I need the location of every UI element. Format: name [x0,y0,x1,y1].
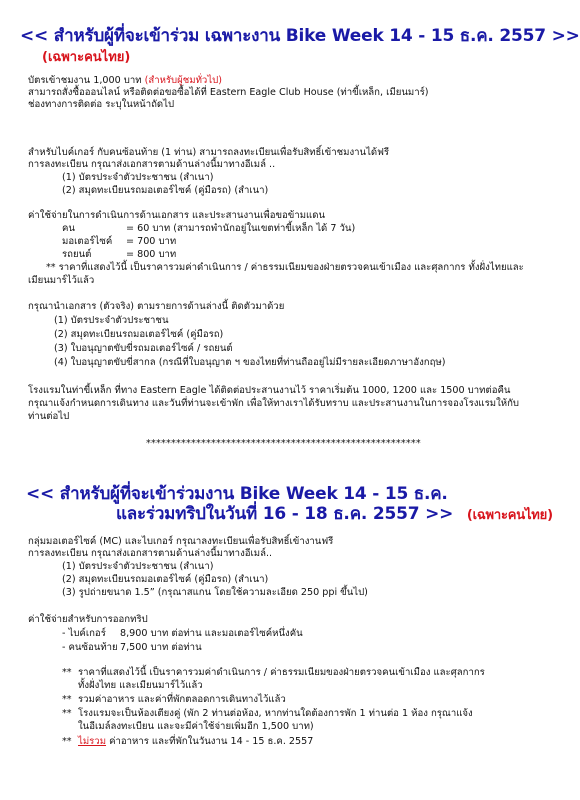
fee-row [62,236,176,248]
doc-item: (2) สมุดทะเบียนรถมอเตอร์ไซค์ (คู่มือรถ) (สำเนา) [62,574,269,585]
doc-item: (1) บัตรประจำตัวประชาชน (สำเนา) [62,561,214,572]
doc-item: (3) รูปถ่ายขนาด 1.5” (กรุณาสแกน โดยใช้ความละเอียด 250 ppi ขึ้นไป) [62,587,368,598]
hotel-line-2: กรุณาแจ้งกำหนดการเดินทาง และวันที่ท่านจะเข้าพัก เพื่อให้ทางเราได้รับทราบ และประสานงานในการจองโรงแรมให้กับ [28,398,519,409]
note-item [62,736,313,748]
note-text: รวมค่าอาหาร และค่าที่พักตลอดการเดินทางไว้แล้ว [78,694,286,705]
bring-title: กรุณานำเอกสาร (ตัวจริง) ตามรายการด้านล่างนี้ ติดตัวมาด้วย [28,301,285,312]
trip-fee-value: 7,500 บาท ต่อท่าน [120,642,202,653]
ticket-line-3: ช่องทางการติดต่อ ระบุในหน้าถัดไป [28,99,175,110]
note-mark: ** [62,667,72,678]
fee-note-2: เมียนมาร์ไว้แล้ว [28,275,95,286]
note-mark: ** [62,736,72,747]
doc-item: (1) บัตรประจำตัวประชาชน (สำเนา) [62,172,214,183]
note-text-cont: ในอีเมล์ลงทะเบียน และจะมีค่าใช้จ่ายเพิ่มอีก 1,500 บาท) [78,721,314,732]
bring-item: (1) บัตรประจำตัวประชาชน [54,315,169,326]
note-underlined: ไม่รวม [78,736,107,747]
biker-line-2: การลงทะเบียน กรุณาส่งเอกสารตามด้านล่างนี้มาทางอีเมล์ .. [28,159,276,170]
trip-fee-label: - คนซ้อนท้าย [62,642,118,653]
trip-fee-row [62,628,303,640]
note-item [62,708,473,720]
note-text: ค่าอาหาร และที่พักในวันงาน 14 - 15 ธ.ค. 2557 [106,736,314,747]
fee-row [62,223,355,235]
note-text-cont: ทั้งฝั่งไทย และเมียนมาร์ไว้แล้ว [78,680,203,691]
note-text: ราคาที่แสดงไว้นี้ เป็นราคารวมค่าดำเนินการ / ค่าธรรมเนียมของฝ่ายตรวจคนเข้าเมือง และศุลกากร [78,667,485,678]
ticket-price: บัตรเข้าชมงาน 1,000 บาท [28,75,142,86]
section2-heading-note: (เฉพาะคนไทย) [466,508,553,523]
section1-heading [20,22,580,49]
fee-row [62,249,176,261]
ticket-line-2: สามารถสั่งซื้อออนไลน์ หรือติดต่อขอซื้อได้ที่ Eastern Eagle Club House (ท่าขี้เหล็ก, เมียนมาร์) [28,87,429,98]
ticket-line [28,75,222,87]
hotel-line-3: ท่านต่อไป [28,411,70,422]
note-text: โรงแรมจะเป็นห้องเตียงคู่ (พัก 2 ท่านต่อห้อง, หากท่านใดต้องการพัก 1 ท่านต่อ 1 ห้อง กรุณาแจ้ง [78,708,473,719]
biker-line-1: สำหรับไบค์เกอร์ กับคนซ้อนท้าย (1 ท่าน) สามารถลงทะเบียนเพื่อรับสิทธิ์เข้าชมงานได้ฟรี [28,147,390,158]
intro-line-1: กลุ่มมอเตอร์ไซค์ (MC) และไบเกอร์ กรุณาลงทะเบียนเพื่อรับสิทธิ์เข้างานฟรี [28,536,334,547]
fee-label: คน [62,223,75,234]
note-item [62,694,286,706]
note-mark: ** [62,708,72,719]
trip-title: ค่าใช้จ่ายสำหรับการออกทริป [28,614,148,625]
trip-fee-value: 8,900 บาท ต่อท่าน และมอเตอร์ไซค์หนึ่งคัน [120,628,303,639]
section2-heading-line-2 [116,500,553,527]
fee-value: = 700 บาท [126,236,177,247]
bring-item: (3) ใบอนุญาตขับขี่รถมอเตอร์ไซค์ / รถยนต์ [54,343,233,354]
fee-title: ค่าใช้จ่ายในการดำเนินการด้านเอกสาร และประสานงานเพื่อขอข้ามแดน [28,210,326,221]
trip-fee-label: - ไบค์เกอร์ [62,628,106,639]
hotel-line-1: โรงแรมในท่าขี้เหล็ก ที่ทาง Eastern Eagle ได้ติดต่อประสานงานไว้ ราคาเริ่มต้น 1000, 1200 และ 1500 บาทต่อคืน [28,385,511,396]
fee-label: มอเตอร์ไซค์ [62,236,113,247]
note-mark: ** [62,694,72,705]
section1-heading-note: (เฉพาะคนไทย) [42,50,131,65]
section2-heading-line-2-text: และร่วมทริปในวันที่ 16 - 18 ธ.ค. 2557 >> [116,504,454,524]
trip-fee-row [62,642,202,654]
fee-value: = 60 บาท (สามารถพำนักอยู่ในเขตท่าขี้เหล็ก ได้ 7 วัน) [126,223,356,234]
doc-item: (2) สมุดทะเบียนรถมอเตอร์ไซค์ (คู่มือรถ) (สำเนา) [62,185,269,196]
bring-item: (2) สมุดทะเบียนรถมอเตอร์ไซค์ (คู่มือรถ) [54,329,224,340]
intro-line-2: การลงทะเบียน กรุณาส่งเอกสารตามด้านล่างนี้มาทางอีเมล์.. [28,548,273,559]
section2-heading-line-1: << สำหรับผู้ที่จะเข้าร่วมงาน Bike Week 14 - 15 ธ.ค. [26,484,448,504]
fee-note-1: ** ราคาที่แสดงไว้นี้ เป็นราคารวมค่าดำเนินการ / ค่าธรรมเนียมของฝ่ายตรวจคนเข้าเมือง และศุลกากร ทั้งฝั่งไทยและ [46,262,524,273]
fee-value: = 800 บาท [126,249,177,260]
section1-heading-text: << สำหรับผู้ที่จะเข้าร่วม เฉพาะงาน Bike Week 14 - 15 ธ.ค. 2557 >> [20,26,580,46]
ticket-note: (สำหรับผู้ชมทั่วไป) [144,75,222,86]
note-item [62,667,485,679]
fee-label: รถยนต์ [62,249,92,260]
separator: ******************************************************* [146,438,421,449]
bring-item: (4) ใบอนุญาตขับขี่สากล (กรณีที่ใบอนุญาต ฯ ของไทยที่ท่านถืออยู่ไม่มีรายละเอียดภาษาอังกฤษ) [54,357,446,368]
